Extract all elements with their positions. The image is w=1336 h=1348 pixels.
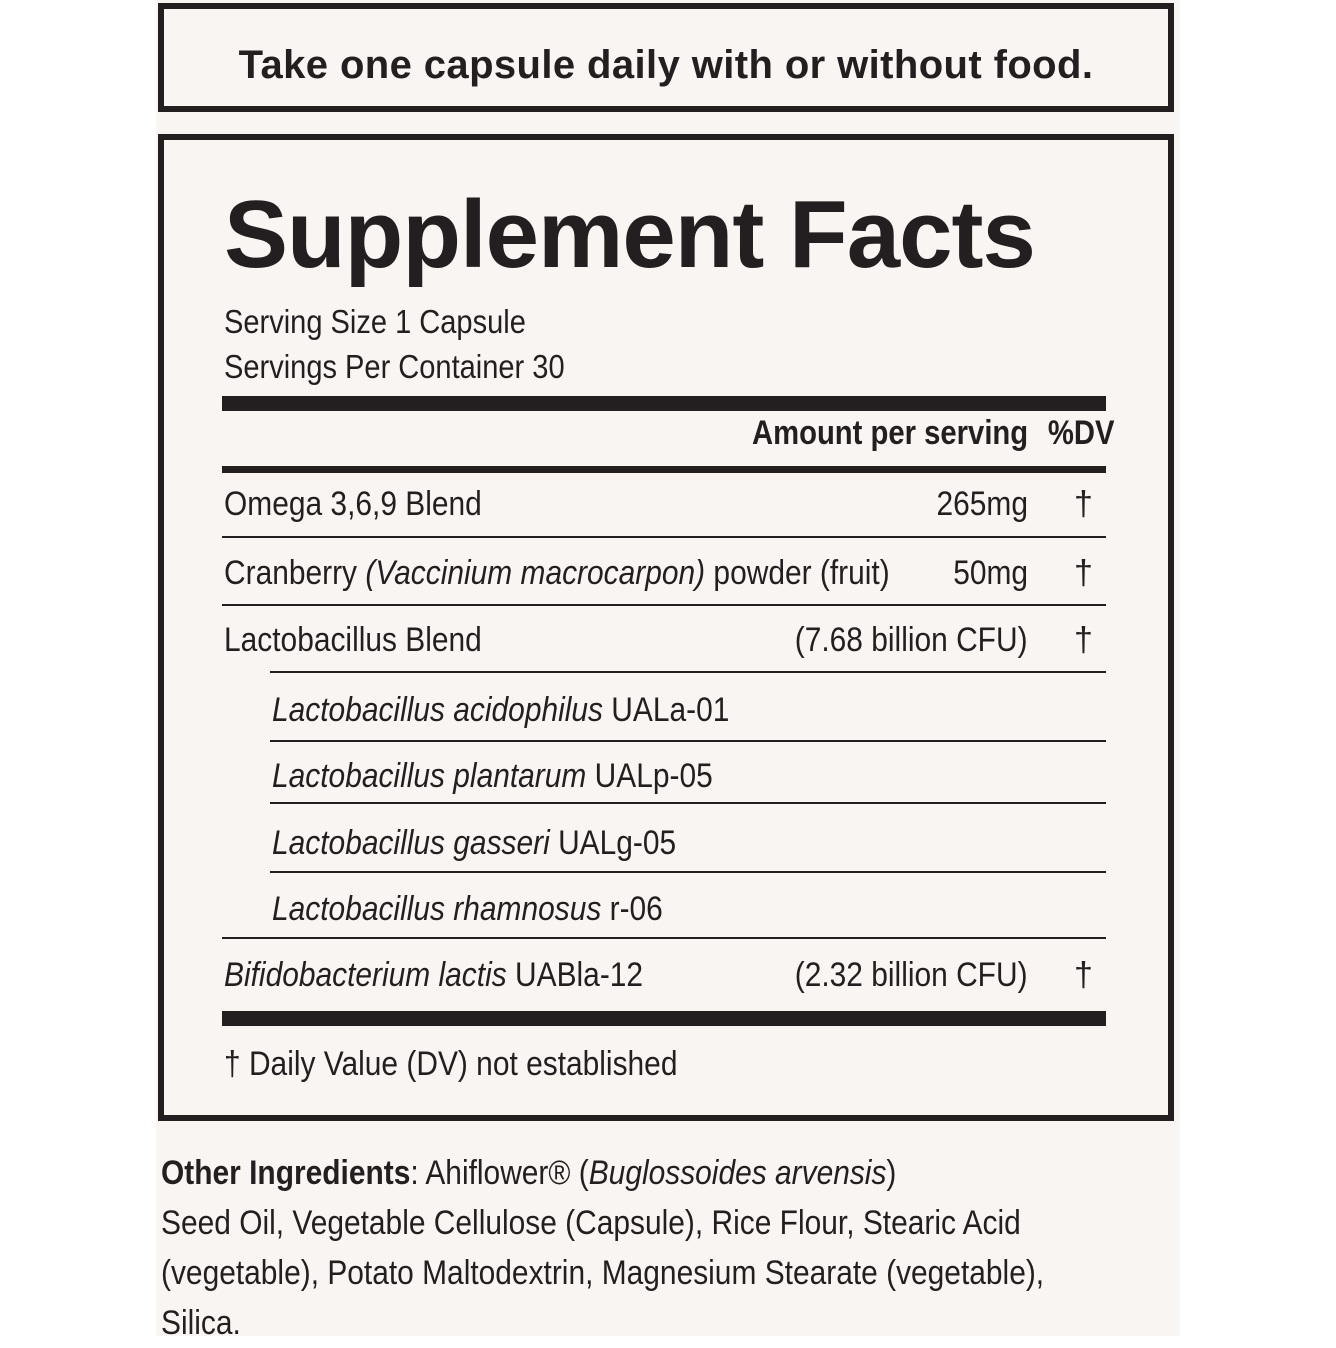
strain-name: Lactobacillus plantarum UALp-05 [272,757,713,795]
row-divider [222,604,1106,606]
other-ingredients-line: Seed Oil, Vegetable Cellulose (Capsule), Rice Flour, Stearic Acid [161,1204,1021,1242]
row-divider [270,671,1106,673]
dv-dagger: † [1074,956,1093,994]
dv-dagger: † [1074,485,1093,523]
other-ingredients-line: (vegetable), Potato Maltodextrin, Magnesium Stearate (vegetable), [161,1254,1045,1292]
other-ingredients-label: Other Ingredients [161,1154,411,1192]
nutrient-name: Lactobacillus Blend [224,621,482,659]
amount-header: Amount per serving [751,414,1028,452]
divider-medium [222,466,1106,473]
nutrient-name: Bifidobacterium lactis UABla-12 [224,956,644,994]
dv-dagger: † [1074,554,1093,592]
strain-name: Lactobacillus rhamnosus r-06 [272,890,663,928]
row-divider [270,740,1106,742]
directions-box [158,3,1174,112]
nutrient-name: Omega 3,6,9 Blend [224,485,482,523]
supplement-facts-panel [158,134,1174,1121]
other-ingredients-line: Other Ingredients: Ahiflower® (Buglossoides arvensis) [161,1154,897,1192]
servings-per-container: Servings Per Container 30 [224,348,565,385]
divider-thick [222,1011,1106,1026]
directions-text: Take one capsule daily with or without food. [238,43,1094,87]
row-divider [270,871,1106,873]
strain-name: Lactobacillus gasseri UALg-05 [272,824,677,862]
dv-dagger: † [1074,621,1093,659]
divider-thick [222,396,1106,411]
nutrient-amount: (7.68 billion CFU) [795,621,1028,659]
dv-header: %DV [1047,414,1114,452]
strain-name: Lactobacillus acidophilus UALa-01 [272,691,730,729]
nutrient-amount: 265mg [936,485,1028,523]
row-divider [222,536,1106,538]
row-divider [222,937,1106,939]
nutrient-name: Cranberry (Vaccinium macrocarpon) powder (fruit) [224,554,890,592]
facts-title: Supplement Facts [224,181,1035,288]
other-ingredients [161,1148,1129,1348]
nutrient-amount: 50mg [953,554,1028,592]
serving-size: Serving Size 1 Capsule [224,303,526,340]
other-ingredients-line: Silica. [161,1304,241,1342]
row-divider [270,802,1106,804]
dv-footnote: † Daily Value (DV) not established [224,1045,678,1083]
nutrient-amount: (2.32 billion CFU) [795,956,1028,994]
